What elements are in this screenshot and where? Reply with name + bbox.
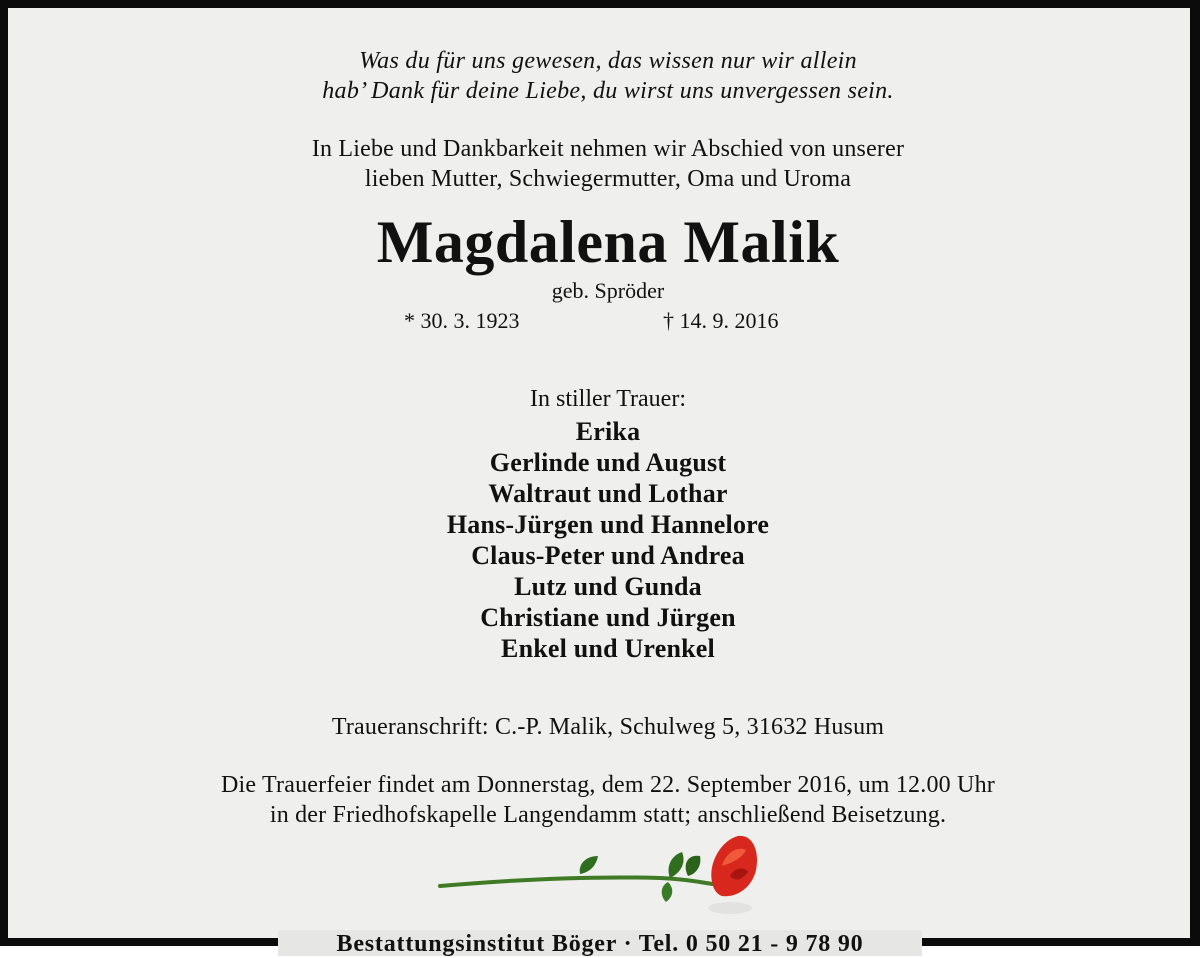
funeral-home-footer: Bestattungsinstitut Böger · Tel. 0 50 21 - 9 78 90	[278, 930, 922, 956]
mourner-1: Erika	[575, 417, 641, 446]
rose-leaf-2	[669, 852, 684, 878]
mourner-2: Gerlinde und August	[489, 448, 727, 477]
deceased-name: Magdalena Malik	[376, 209, 840, 275]
death-date: † 14. 9. 2016	[663, 308, 779, 333]
rose-leaf-4	[686, 856, 701, 876]
rose-image	[430, 826, 770, 918]
verse-line-1: Was du für uns gewesen, das wissen nur wir allein	[359, 48, 857, 74]
service-line-2: in der Friedhofskapelle Langendamm statt; anschließend Beisetzung.	[269, 802, 947, 828]
life-dates	[8, 308, 1200, 336]
rose-stem	[440, 877, 712, 886]
mourner-3: Waltraut und Lothar	[488, 479, 728, 508]
mourning-address: Traueranschrift: C.-P. Malik, Schulweg 5, 31632 Husum	[331, 714, 885, 740]
birth-name: geb. Spröder	[551, 278, 665, 303]
intro-line-1: In Liebe und Dankbarkeit nehmen wir Abschied von unserer	[311, 136, 905, 162]
intro-line-2: lieben Mutter, Schwiegermutter, Oma und Uroma	[364, 166, 852, 192]
mourning-intro: In stiller Trauer:	[530, 386, 686, 412]
rose-shadow	[708, 902, 752, 914]
rose-bloom	[711, 836, 757, 896]
mourner-5: Claus-Peter und Andrea	[471, 541, 745, 570]
rose-leaf-1	[580, 856, 598, 874]
mourner-7: Christiane und Jürgen	[480, 603, 736, 632]
mourner-8: Enkel und Urenkel	[501, 634, 715, 663]
service-line-1: Die Trauerfeier findet am Donnerstag, dem 22. September 2016, um 12.00 Uhr	[221, 772, 995, 798]
rose-leaf-3	[662, 882, 673, 902]
verse-line-2: hab’ Dank für deine Liebe, du wirst uns unvergessen sein.	[322, 78, 894, 104]
mourner-4: Hans-Jürgen und Hannelore	[446, 510, 770, 539]
mourner-6: Lutz und Gunda	[514, 572, 702, 601]
birth-date: * 30. 3. 1923	[404, 308, 520, 333]
